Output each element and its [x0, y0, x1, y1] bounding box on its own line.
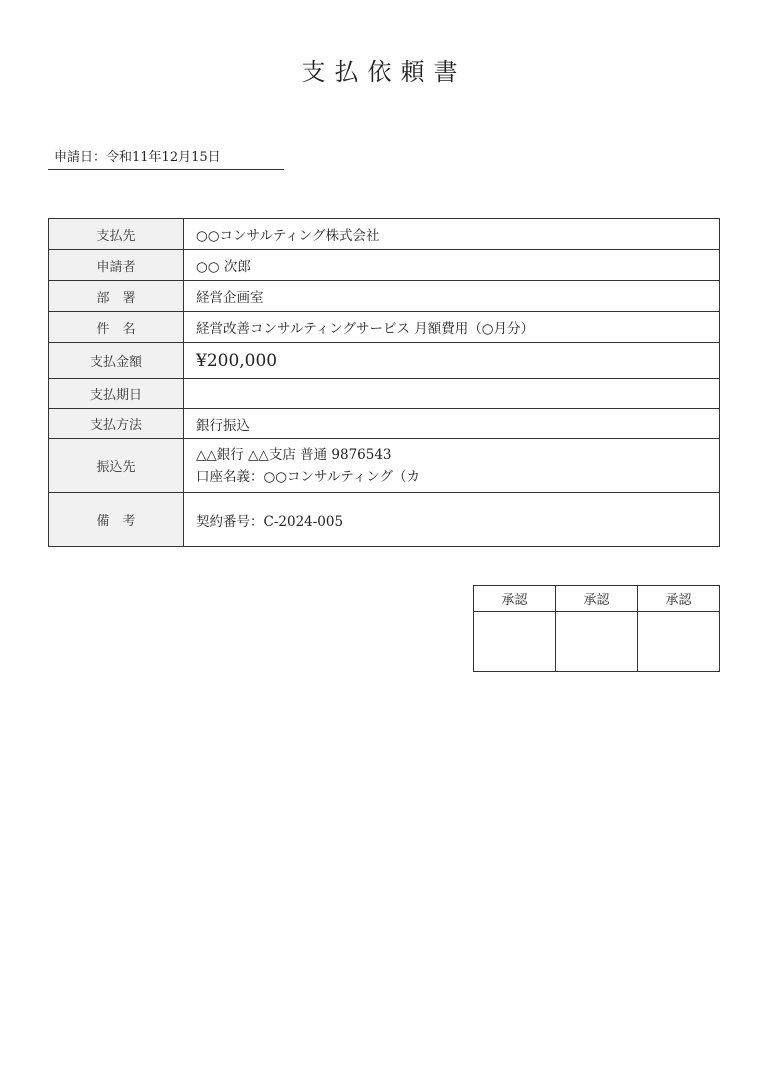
row-remarks	[49, 493, 720, 547]
value-remarks[interactable]: 契約番号：C-2024-005	[184, 493, 720, 547]
bank-account-line: △△銀行 △△支店 普通 9876543	[196, 446, 392, 463]
row-amount	[49, 343, 720, 379]
row-transfer-destination	[49, 439, 720, 493]
label-remarks: 備 考	[49, 493, 184, 547]
label-amount: 支払金額	[49, 343, 184, 379]
value-payee[interactable]: ○○コンサルティング株式会社	[184, 219, 720, 250]
row-due-date	[49, 379, 720, 409]
label-payment-method: 支払方法	[49, 409, 184, 439]
value-transfer-destination[interactable]	[184, 439, 720, 493]
row-payee	[49, 219, 720, 250]
label-transfer-destination: 振込先	[49, 439, 184, 493]
label-applicant: 申請者	[49, 250, 184, 281]
approval-header-1: 承認	[474, 586, 556, 612]
value-subject[interactable]: 経営改善コンサルティングサービス 月額費用（○月分）	[184, 312, 720, 343]
value-payment-method[interactable]: 銀行振込	[184, 409, 720, 439]
approval-stamp-2[interactable]	[556, 612, 638, 672]
label-due-date: 支払期日	[49, 379, 184, 409]
approval-stamp-3[interactable]	[638, 612, 720, 672]
row-department	[49, 281, 720, 312]
document-title: 支払依頼書	[301, 58, 467, 86]
row-payment-method	[49, 409, 720, 439]
approval-header-2: 承認	[556, 586, 638, 612]
label-payee: 支払先	[49, 219, 184, 250]
value-amount[interactable]: ¥200,000	[184, 343, 720, 379]
application-date: 申請日：令和11年12月15日	[48, 148, 284, 170]
payment-request-table	[48, 218, 720, 547]
value-department[interactable]: 経営企画室	[184, 281, 720, 312]
approval-stamp-row	[474, 612, 720, 672]
approval-header-row	[474, 586, 720, 612]
approval-stamp-1[interactable]	[474, 612, 556, 672]
approval-stamp-table	[473, 585, 720, 672]
account-holder-line: 口座名義：○○コンサルティング（カ	[196, 468, 421, 485]
label-department: 部 署	[49, 281, 184, 312]
value-applicant[interactable]: ○○ 次郎	[184, 250, 720, 281]
label-subject: 件 名	[49, 312, 184, 343]
approval-header-3: 承認	[638, 586, 720, 612]
row-subject	[49, 312, 720, 343]
value-due-date[interactable]	[184, 379, 720, 409]
row-applicant	[49, 250, 720, 281]
